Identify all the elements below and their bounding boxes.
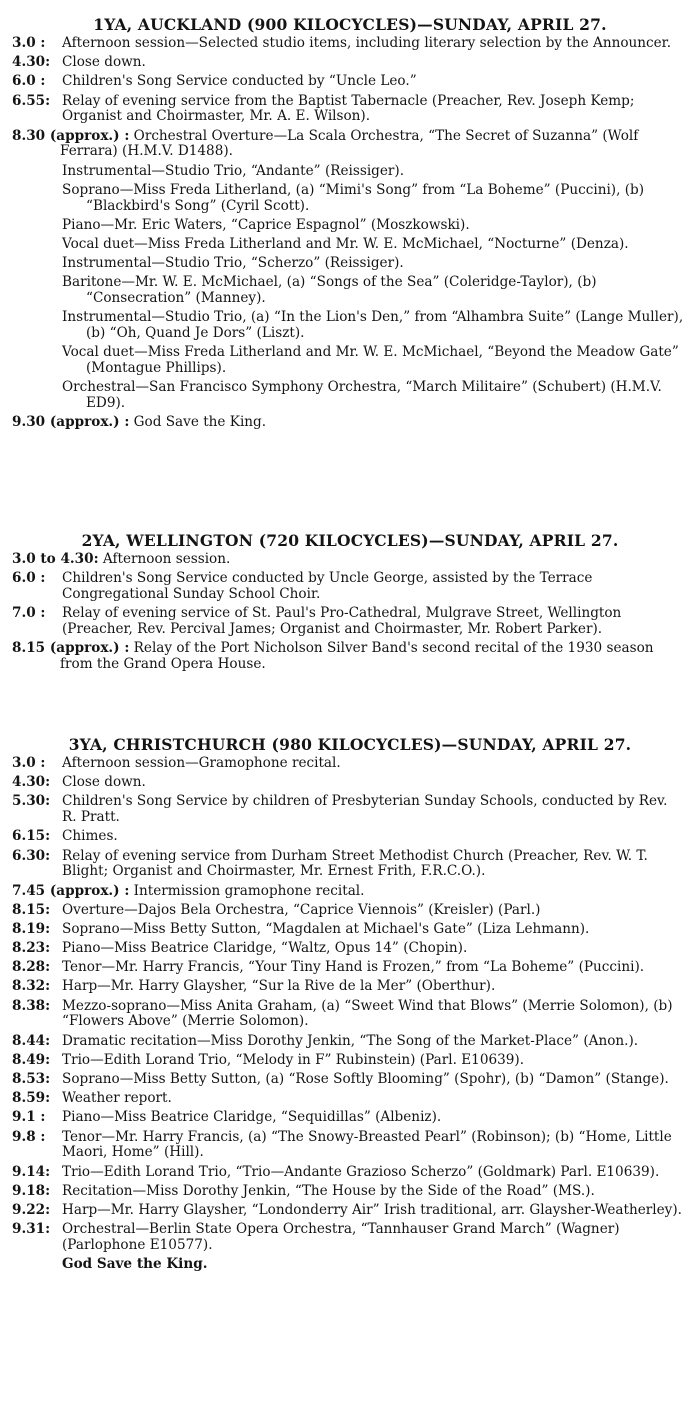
entry-text: Relay of evening service from the Baptist Tabernacle (Preacher, Rev. Joseph Kemp; Organist and Choirmaster, Mr. A. E. Wilson).	[62, 92, 635, 125]
entry-time: 8.28:	[12, 959, 51, 976]
entry-text: Children's Song Service conducted by Uncle George, assisted by the Terrace Congregational Sunday School Choir.	[62, 570, 593, 602]
program-entry	[0, 256, 700, 272]
entry-text: Close down.	[62, 774, 146, 791]
entry-time: 6.30:	[12, 847, 51, 864]
program-entry	[0, 979, 700, 995]
program-entry	[0, 183, 700, 215]
entry-text: Tenor—Mr. Harry Francis, (a) “The Snowy-Breasted Pearl” (Robinson); (b) “Home, Little Maori, Home” (Hill).	[62, 1128, 672, 1161]
entry-time: 7.0 :	[12, 605, 46, 622]
entry-text: Piano—Mr. Eric Waters, “Caprice Espagnol” (Moszkowski).	[62, 216, 470, 233]
entry-text: God Save the King.	[62, 1256, 208, 1273]
entry-text: Orchestral—San Francisco Symphony Orchestra, “March Militaire” (Schubert) (H.M.V. ED9).	[62, 379, 662, 412]
entry-text: Recitation—Miss Dorothy Jenkin, “The House by the Side of the Road” (MS.).	[62, 1182, 595, 1199]
entry-text: Relay of evening service of St. Paul's Pro-Cathedral, Mulgrave Street, Wellington (Preacher, Rev. Percival James; Organist and Choirmaster, Mr. Robert Parker).	[62, 605, 622, 637]
entry-time: 8.15:	[12, 901, 51, 918]
entry-time: 7.45 (approx.) :	[12, 882, 130, 899]
program-entry	[0, 1053, 700, 1069]
entry-text: Piano—Miss Beatrice Claridge, “Sequidillas” (Albeniz).	[62, 1109, 442, 1126]
entry-text: Afternoon session—Selected studio items, including literary selection by the Announcer.	[62, 35, 672, 51]
entry-text: Soprano—Miss Betty Sutton, “Magdalen at Michael's Gate” (Liza Lehmann).	[62, 920, 590, 937]
program-entry	[0, 1072, 700, 1088]
entry-time: 4.30:	[12, 774, 51, 791]
program-entry	[0, 1034, 700, 1050]
entry-text: Afternoon session.	[102, 551, 231, 567]
entry-time: 6.15:	[12, 828, 51, 845]
entry-text: Overture—Dajos Bela Orchestra, “Caprice Viennois” (Kreisler) (Parl.)	[62, 901, 541, 918]
program-entry	[0, 903, 700, 919]
program-list-2ya	[0, 552, 700, 673]
entry-text: Instrumental—Studio Trio, (a) “In the Lion's Den,” from “Alhambra Suite” (Lange Muller), (b) “Oh, Quand Je Dors” (Liszt).	[62, 309, 684, 342]
entry-text: Vocal duet—Miss Freda Litherland and Mr. W. E. McMichael, “Beyond the Meadow Gate” (Montague Phillips).	[62, 344, 679, 377]
entry-text: Instrumental—Studio Trio, “Scherzo” (Reissiger).	[62, 255, 404, 272]
program-entry	[0, 1110, 700, 1126]
entry-time: 8.38:	[12, 997, 51, 1014]
program-entry	[0, 794, 700, 826]
section-1ya	[0, 14, 700, 434]
program-entry	[0, 1203, 700, 1219]
entry-text: Baritone—Mr. W. E. McMichael, (a) “Songs of the Sea” (Coleridge-Taylor), (b) “Consecration” (Manney).	[62, 274, 597, 307]
entry-text: God Save the King.	[133, 414, 267, 431]
entry-time: 9.31:	[12, 1221, 51, 1238]
entry-text: Dramatic recitation—Miss Dorothy Jenkin, “The Song of the Market-Place” (Anon.).	[62, 1032, 639, 1049]
program-entry	[0, 55, 700, 71]
entry-time: 4.30:	[12, 54, 51, 71]
program-entry	[0, 237, 700, 253]
program-entry	[0, 94, 700, 126]
program-entry	[0, 756, 700, 772]
program-entry	[0, 849, 700, 881]
program-entry	[0, 941, 700, 957]
program-entry	[0, 641, 700, 673]
entry-text: Soprano—Miss Betty Sutton, (a) “Rose Softly Blooming” (Spohr), (b) “Damon” (Stange).	[62, 1071, 669, 1088]
entry-text: Vocal duet—Miss Freda Litherland and Mr. W. E. McMichael, “Nocturne” (Denza).	[62, 235, 629, 252]
entry-text: Close down.	[62, 54, 146, 71]
program-entry	[0, 218, 700, 234]
program-entry	[0, 552, 700, 568]
program-entry	[0, 36, 700, 52]
entry-time: 8.53:	[12, 1071, 51, 1088]
program-entry	[0, 999, 700, 1031]
entry-time: 9.22:	[12, 1201, 51, 1218]
entry-time: 8.23:	[12, 940, 51, 957]
entry-text: Afternoon session—Gramophone recital.	[62, 755, 341, 771]
entry-text: Trio—Edith Lorand Trio, “Melody in F” Rubinstein) (Parl. E10639).	[62, 1051, 525, 1068]
entry-text: Mezzo-soprano—Miss Anita Graham, (a) “Sweet Wind that Blows” (Merrie Solomon), (b) “Flowers Above” (Merrie Solomon).	[62, 997, 673, 1030]
program-entry	[0, 164, 700, 180]
entry-text: Harp—Mr. Harry Glaysher, “Londonderry Air” Irish traditional, arr. Glaysher-Weatherley).	[62, 1201, 682, 1218]
entry-time: 9.1 :	[12, 1109, 46, 1126]
program-entry	[0, 415, 700, 431]
entry-text: Orchestral—Berlin State Opera Orchestra, “Tannhauser Grand March” (Wagner) (Parlophone E10577).	[62, 1221, 620, 1253]
program-entry	[0, 606, 700, 638]
entry-time: 6.0 :	[12, 73, 46, 90]
entry-time: 9.8 :	[12, 1128, 46, 1145]
entry-time: 8.59:	[12, 1090, 51, 1107]
program-entry	[0, 922, 700, 938]
section-3ya	[0, 734, 700, 1276]
program-entry	[0, 775, 700, 791]
section-2ya	[0, 530, 700, 676]
program-entry	[0, 310, 700, 342]
program-entry	[0, 571, 700, 603]
entry-text: Weather report.	[62, 1090, 172, 1107]
station-title-1ya: 1YA, AUCKLAND (900 KILOCYCLES)—SUNDAY, APRIL 27.	[93, 15, 607, 34]
program-entry	[0, 275, 700, 307]
program-entry	[0, 1165, 700, 1181]
program-entry	[0, 1184, 700, 1200]
program-entry	[0, 960, 700, 976]
entry-text: Children's Song Service by children of Presbyterian Sunday Schools, conducted by Rev. R. Pratt.	[62, 793, 668, 826]
entry-time: 8.30 (approx.) :	[12, 127, 130, 144]
entry-text: Trio—Edith Lorand Trio, “Trio—Andante Grazioso Scherzo” (Goldmark) Parl. E10639).	[62, 1163, 660, 1180]
entry-text: Harp—Mr. Harry Glaysher, “Sur la Rive de la Mer” (Oberthur).	[62, 978, 496, 995]
entry-text: Relay of the Port Nicholson Silver Band's second recital of the 1930 season from the Grand Opera House.	[60, 640, 654, 672]
entry-time: 3.0 :	[12, 35, 46, 51]
entry-text: Piano—Miss Beatrice Claridge, “Waltz, Opus 14” (Chopin).	[62, 940, 468, 957]
entry-text: Relay of evening service from Durham Street Methodist Church (Preacher, Rev. W. T. Blight; Organist and Choirmaster, Mr. Ernest Frith, F.R.C.O.).	[62, 847, 648, 880]
program-entry	[0, 1257, 700, 1273]
entry-time: 8.44:	[12, 1032, 51, 1049]
entry-time: 3.0 to 4.30:	[12, 551, 99, 567]
program-entry	[0, 380, 700, 412]
program-entry	[0, 345, 700, 377]
entry-text: Chimes.	[62, 828, 118, 845]
program-entry	[0, 129, 700, 161]
program-entry	[0, 74, 700, 90]
entry-time: 9.30 (approx.) :	[12, 414, 130, 431]
program-entry	[0, 1130, 700, 1162]
program-entry	[0, 829, 700, 845]
entry-time: 8.19:	[12, 920, 51, 937]
entry-text: Tenor—Mr. Harry Francis, “Your Tiny Hand is Frozen,” from “La Boheme” (Puccini).	[62, 959, 645, 976]
program-list-1ya	[0, 36, 700, 431]
entry-time: 8.32:	[12, 978, 51, 995]
program-entry	[0, 1222, 700, 1254]
entry-time: 9.14:	[12, 1163, 51, 1180]
entry-time: 6.0 :	[12, 570, 46, 587]
station-title-3ya: 3YA, CHRISTCHURCH (980 KILOCYCLES)—SUNDAY, APRIL 27.	[68, 735, 632, 754]
program-list-3ya	[0, 756, 700, 1273]
entry-text: Soprano—Miss Freda Litherland, (a) “Mimi's Song” from “La Boheme” (Puccini), (b) “Blackbird's Song” (Cyril Scott).	[62, 181, 645, 214]
entry-time: 9.18:	[12, 1182, 51, 1199]
station-title-2ya: 2YA, WELLINGTON (720 KILOCYCLES)—SUNDAY, APRIL 27.	[81, 531, 619, 550]
program-entry	[0, 1091, 700, 1107]
entry-time: 5.30:	[12, 793, 51, 810]
entry-time: 6.55:	[12, 92, 51, 109]
entry-text: Instrumental—Studio Trio, “Andante” (Reissiger).	[62, 162, 405, 179]
entry-time: 3.0 :	[12, 755, 46, 771]
entry-time: 8.49:	[12, 1051, 51, 1068]
entry-text: Intermission gramophone recital.	[133, 882, 365, 899]
entry-text: Orchestral Overture—La Scala Orchestra, “The Secret of Suzanna” (Wolf Ferrara) (H.M.V. D1488).	[60, 127, 639, 160]
program-entry	[0, 884, 700, 900]
entry-time: 8.15 (approx.) :	[12, 640, 130, 657]
entry-text: Children's Song Service conducted by “Uncle Leo.”	[62, 73, 417, 90]
